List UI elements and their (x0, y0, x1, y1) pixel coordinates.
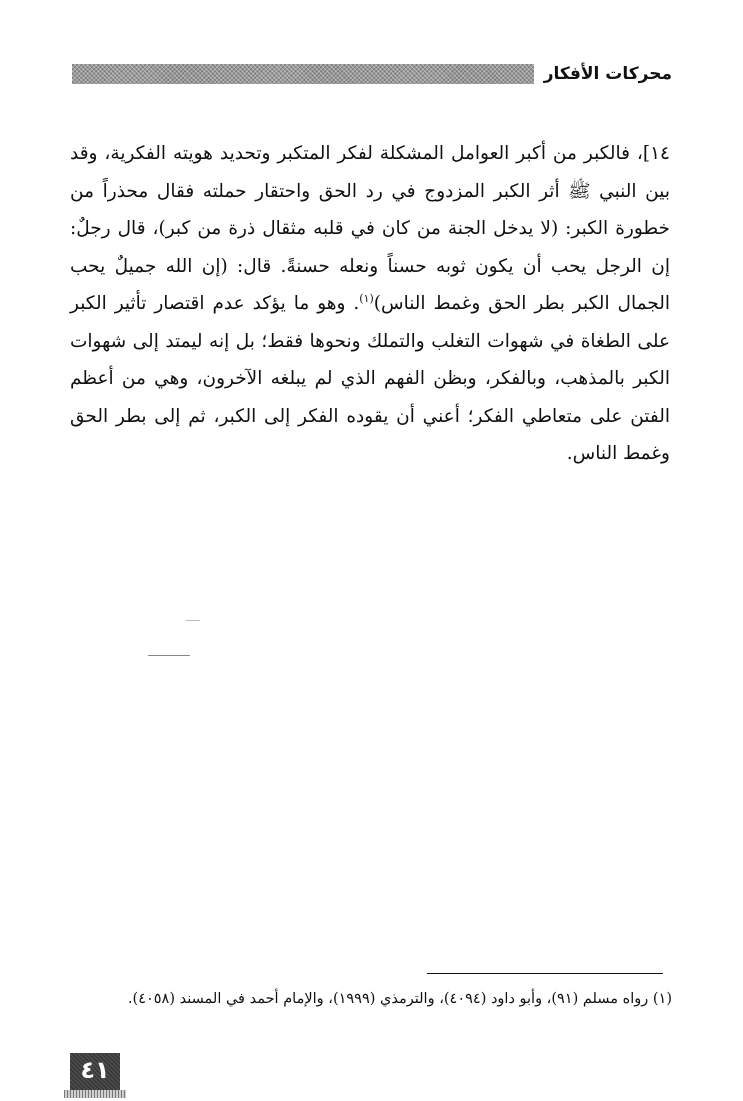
footnote-divider (427, 973, 663, 974)
paragraph-text: ١٤]، فالكبر من أكبر العوامل المشكلة لفكر المتكبر وتحديد هويته الفكرية، وقد بين النبي ﷺ أثر الكبر المزدوج في رد الحق واحتقار حملته فقال محذراً من خطورة الكبر: (لا يدخل الجنة من كان في قلبه مثقال ذرة من كبر)، قال رجلٌ: إن الرجل يحب أن يكون ثوبه حسناً ونعله حسنةً. قال: (إن الله جميلٌ يحب الجمال الكبر بطر الحق وغمط الناس) (70, 143, 670, 314)
header-title: محركات الأفكار (543, 64, 672, 84)
footnote-reference[interactable]: (١) (359, 291, 374, 305)
stray-mark (186, 620, 200, 621)
main-text (70, 135, 670, 473)
page-number: ٤١ (80, 1056, 110, 1084)
page-number-base-pattern (64, 1090, 126, 1098)
body-paragraph (70, 135, 670, 473)
header-decorative-bar (72, 64, 534, 84)
footnote: (١) رواه مسلم (٩١)، وأبو داود (٤٠٩٤)، والترمذي (١٩٩٩)، والإمام أحمد في المسند (٤٠٥٨). (127, 991, 672, 1007)
running-header (72, 62, 672, 86)
paragraph-continuation: . وهو ما يؤكد عدم اقتصار تأثير الكبر على الطغاة في شهوات التغلب والتملك ونحوها فقط؛ بل إنه ليمتد إلى شهوات الكبر بالمذهب، وبالفكر، وبظن الفهم الذي لم يبلغه الآخرون، وهي من أعظم الفتن على متعاطي الفكر؛ أعني أن يقوده الفكر إلى الكبر، ثم إلى بطر الحق وغمط الناس. (70, 293, 670, 464)
stray-mark (148, 655, 190, 656)
